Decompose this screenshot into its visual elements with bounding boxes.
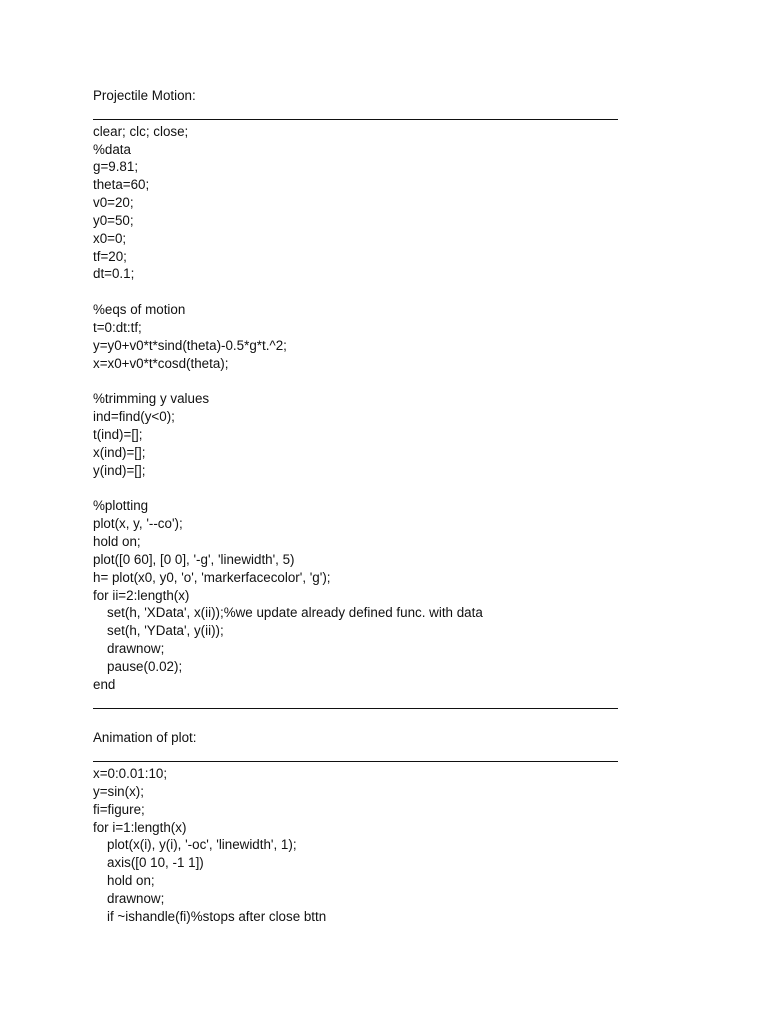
- code-line: for i=1:length(x): [93, 819, 187, 835]
- code-line: hold on;: [93, 534, 141, 550]
- code-line: y0=50;: [93, 212, 134, 228]
- code-line: y=sin(x);: [93, 783, 144, 799]
- code-line: x0=0;: [93, 230, 127, 246]
- code-line-indented: drawnow;: [107, 641, 165, 657]
- code-line-indented: axis([0 10, -1 1]): [107, 855, 204, 871]
- code-line: ind=find(y<0);: [93, 409, 175, 425]
- code-line: y(ind)=[];: [93, 462, 146, 478]
- divider-line: [93, 105, 618, 123]
- code-line: tf=20;: [93, 248, 127, 264]
- code-line-indented: drawnow;: [107, 890, 165, 906]
- code-line: for ii=2:length(x): [93, 587, 190, 603]
- code-line-indented: pause(0.02);: [107, 659, 183, 674]
- code-line: plot(x, y, '--co');: [93, 516, 183, 532]
- code-line: %trimming y values: [93, 391, 210, 407]
- code-line: clear; clc; close;: [93, 123, 189, 139]
- blank-line: [93, 373, 618, 391]
- code-line: dt=0.1;: [93, 266, 135, 282]
- code-line-indented: hold on;: [107, 873, 155, 889]
- code-line-indented: set(h, 'YData', y(ii));: [107, 623, 224, 639]
- blank-line: [93, 283, 618, 301]
- code-line: t=0:dt:tf;: [93, 319, 142, 335]
- code-line-indented: set(h, 'XData', x(ii));%we update already defined func. with data: [107, 605, 483, 621]
- spacer: [93, 712, 618, 730]
- code-line: %data: [93, 141, 131, 157]
- code-line-indented: if ~ishandle(fi)%stops after close bttn: [107, 908, 327, 924]
- code-line: t(ind)=[];: [93, 427, 143, 443]
- code-line: v0=20;: [93, 195, 134, 211]
- code-line: %plotting: [93, 498, 149, 514]
- code-line: g=9.81;: [93, 159, 139, 175]
- code-line: y=y0+v0*t*sind(theta)-0.5*g*t.^2;: [93, 337, 287, 353]
- code-line: x=x0+v0*t*cosd(theta);: [93, 355, 229, 371]
- section-title-animation-of-plot: Animation of plot:: [93, 730, 197, 746]
- divider-line: [93, 747, 618, 765]
- code-line: h= plot(x0, y0, 'o', 'markerfacecolor', 'g');: [93, 569, 331, 585]
- code-line: %eqs of motion: [93, 302, 186, 318]
- code-line-indented: plot(x(i), y(i), '-oc', 'linewidth', 1);: [107, 837, 297, 853]
- code-line: fi=figure;: [93, 801, 145, 817]
- code-line: x(ind)=[];: [93, 444, 146, 460]
- divider-line: [93, 694, 618, 712]
- code-line: end: [93, 676, 116, 692]
- section-title-projectile-motion: Projectile Motion:: [93, 88, 196, 103]
- code-line: theta=60;: [93, 177, 150, 193]
- code-line: plot([0 60], [0 0], '-g', 'linewidth', 5): [93, 551, 295, 567]
- code-line: x=0:0.01:10;: [93, 766, 168, 782]
- blank-line: [93, 480, 618, 498]
- document-page: [93, 87, 618, 926]
